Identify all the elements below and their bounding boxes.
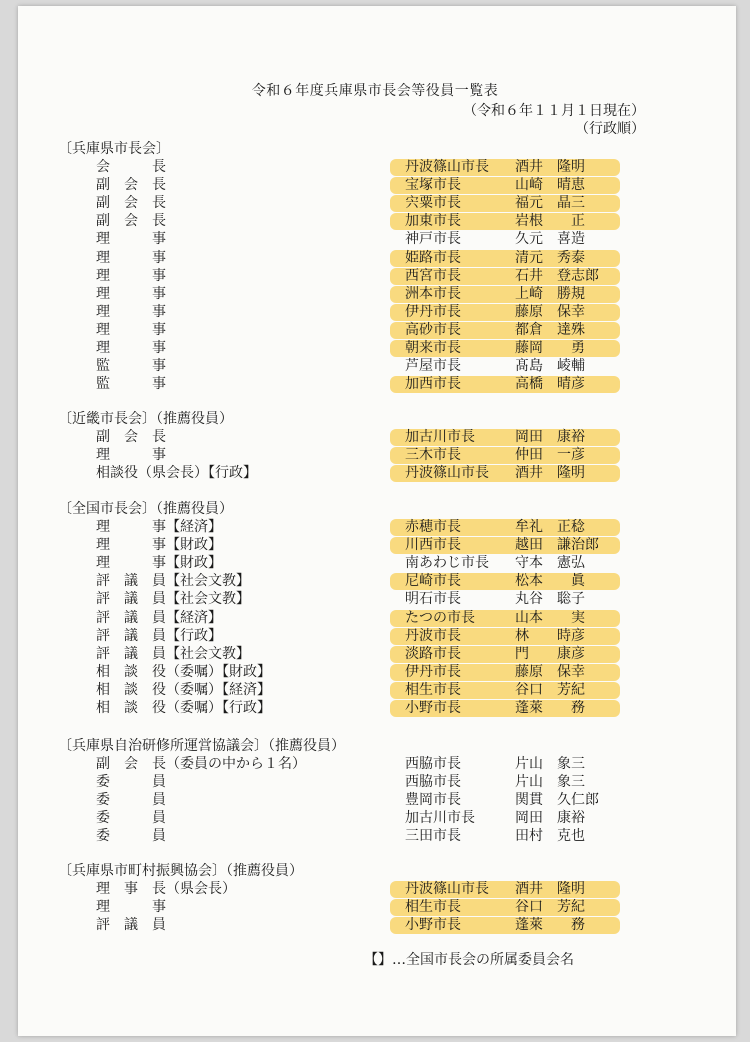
- officer-row: [0, 681, 750, 699]
- mayor-city: 赤穂市長: [405, 519, 461, 535]
- person-name: 仲田 一彦: [515, 447, 585, 464]
- person-name: 酒井 隆明: [515, 465, 585, 482]
- officer-row: [0, 446, 750, 464]
- mayor-city: 芦屋市長: [405, 358, 461, 375]
- role-label: 理 事 長（県会長）: [96, 881, 236, 897]
- person-name: 福元 晶三: [515, 195, 585, 212]
- mayor-city: 朝来市長: [405, 340, 461, 356]
- mayor-city: 丹波篠山市長: [405, 159, 489, 175]
- person-name: 関貫 久仁郎: [515, 792, 599, 809]
- mayor-city: 川西市長: [405, 537, 461, 554]
- officer-row: [0, 464, 750, 482]
- person-name: 酒井 隆明: [515, 159, 585, 175]
- officer-row: [0, 809, 750, 827]
- mayor-city: 伊丹市長: [405, 303, 461, 320]
- role-label: 理 事: [96, 303, 166, 320]
- mayor-city: 西脇市長: [405, 774, 461, 791]
- mayor-city: 伊丹市長: [405, 663, 461, 680]
- mayor-city: 神戸市長: [405, 231, 461, 248]
- role-label: 委 員: [96, 810, 166, 827]
- mayor-city: たつの市長: [405, 609, 475, 626]
- officer-row: [0, 645, 750, 663]
- officer-row: [0, 339, 750, 357]
- person-name: 谷口 芳紀: [515, 681, 585, 698]
- role-label: 評 議 員【社会文教】: [96, 645, 250, 662]
- person-name: 髙島 崚輔: [515, 358, 585, 375]
- role-label: 理 事【経済】: [96, 519, 222, 535]
- role-label: 評 議 員【社会文教】: [96, 591, 250, 608]
- officer-row: [0, 572, 750, 590]
- person-name: 片山 象三: [515, 774, 585, 791]
- role-label: 委 員: [96, 828, 166, 845]
- mayor-city: 洲本市長: [405, 285, 461, 302]
- mayor-city: 西宮市長: [405, 267, 461, 284]
- person-name: 守本 憲弘: [515, 555, 585, 572]
- section-heading: 〔兵庫県自治研修所運営協議会〕（推薦役員）: [58, 738, 345, 754]
- role-label: 理 事: [96, 285, 166, 302]
- mayor-city: 相生市長: [405, 681, 461, 698]
- officer-row: [0, 827, 750, 845]
- person-name: 越田 謙治郎: [515, 537, 599, 554]
- mayor-city: 尼崎市長: [405, 573, 461, 590]
- role-label: 委 員: [96, 774, 166, 791]
- officer-row: [0, 773, 750, 791]
- person-name: 都倉 達殊: [515, 321, 585, 338]
- person-name: 丸谷 聡子: [515, 591, 585, 608]
- role-label: 会 長: [96, 159, 166, 175]
- person-name: 田村 克也: [515, 828, 585, 845]
- person-name: 酒井 隆明: [515, 881, 585, 897]
- role-label: 相 談 役（委嘱）【経済】: [96, 681, 271, 698]
- mayor-city: 淡路市長: [405, 645, 461, 662]
- mayor-city: 小野市長: [405, 917, 461, 934]
- mayor-city: 宍粟市長: [405, 195, 461, 212]
- role-label: 理 事【財政】: [96, 537, 222, 554]
- officer-row: [0, 428, 750, 446]
- officer-row: [0, 699, 750, 717]
- person-name: 藤岡 勇: [515, 340, 585, 356]
- officer-row: [0, 303, 750, 321]
- section-heading: 〔兵庫県市長会〕: [58, 141, 170, 157]
- person-name: 久元 喜造: [515, 231, 585, 248]
- mayor-city: 相生市長: [405, 899, 461, 916]
- officer-row: [0, 194, 750, 212]
- role-label: 理 事: [96, 267, 166, 284]
- role-label: 評 議 員【社会文教】: [96, 573, 250, 590]
- person-name: 清元 秀泰: [515, 249, 585, 266]
- person-name: 牟礼 正稔: [515, 519, 585, 535]
- role-label: 副 会 長: [96, 213, 166, 230]
- role-label: 評 議 員【経済】: [96, 609, 222, 626]
- officer-row: [0, 663, 750, 681]
- person-name: 谷口 芳紀: [515, 899, 585, 916]
- order-note: （行政順）: [575, 121, 645, 137]
- role-label: 理 事: [96, 447, 166, 464]
- role-label: 相談役（県会長）【行政】: [96, 465, 257, 482]
- mayor-city: 加東市長: [405, 213, 461, 230]
- footnote: 【】…全国市長会の所属委員会名: [364, 952, 574, 968]
- role-label: 理 事: [96, 321, 166, 338]
- role-label: 委 員: [96, 792, 166, 809]
- role-label: 理 事: [96, 231, 166, 248]
- officer-row: [0, 791, 750, 809]
- role-label: 理 事: [96, 340, 166, 356]
- mayor-city: 三田市長: [405, 828, 461, 845]
- officer-row: [0, 755, 750, 773]
- officer-row: [0, 916, 750, 934]
- mayor-city: 三木市長: [405, 447, 461, 464]
- role-label: 評 議 員【行政】: [96, 627, 222, 644]
- document-title: 令和６年度兵庫県市長会等役員一覧表: [251, 83, 499, 99]
- role-label: 理 事【財政】: [96, 555, 222, 572]
- officer-row: [0, 609, 750, 627]
- person-name: 石井 登志郎: [515, 267, 599, 284]
- person-name: 岡田 康裕: [515, 810, 585, 827]
- officer-row: [0, 518, 750, 536]
- officer-row: [0, 176, 750, 194]
- role-label: 評 議 員: [96, 917, 166, 934]
- person-name: 藤原 保幸: [515, 663, 585, 680]
- role-label: 監 事: [96, 358, 166, 375]
- mayor-city: 南あわじ市長: [405, 555, 489, 572]
- person-name: 藤原 保幸: [515, 303, 585, 320]
- mayor-city: 加古川市長: [405, 429, 475, 445]
- person-name: 山崎 晴恵: [515, 177, 585, 194]
- mayor-city: 加西市長: [405, 376, 461, 393]
- role-label: 理 事: [96, 899, 166, 916]
- section-heading: 〔近畿市長会〕（推薦役員）: [58, 411, 233, 427]
- person-name: 上崎 勝規: [515, 285, 585, 302]
- person-name: 蓬萊 務: [515, 917, 585, 934]
- mayor-city: 宝塚市長: [405, 177, 461, 194]
- person-name: 門 康彦: [515, 645, 585, 662]
- officer-row: [0, 230, 750, 248]
- role-label: 副 会 長: [96, 429, 166, 445]
- as-of-date: （令和６年１１月１日現在）: [463, 103, 645, 119]
- role-label: 監 事: [96, 376, 166, 393]
- officer-row: [0, 158, 750, 176]
- officer-row: [0, 267, 750, 285]
- role-label: 理 事: [96, 249, 166, 266]
- mayor-city: 西脇市長: [405, 756, 461, 772]
- section-heading: 〔全国市長会〕（推薦役員）: [58, 501, 233, 517]
- mayor-city: 明石市長: [405, 591, 461, 608]
- officer-row: [0, 554, 750, 572]
- mayor-city: 丹波篠山市長: [405, 465, 489, 482]
- officer-row: [0, 375, 750, 393]
- person-name: 山本 実: [515, 609, 585, 626]
- officer-row: [0, 590, 750, 608]
- mayor-city: 姫路市長: [405, 249, 461, 266]
- person-name: 蓬萊 務: [515, 700, 585, 716]
- mayor-city: 豊岡市長: [405, 792, 461, 809]
- role-label: 副 会 長: [96, 195, 166, 212]
- mayor-city: 丹波篠山市長: [405, 881, 489, 897]
- role-label: 相 談 役（委嘱）【行政】: [96, 700, 271, 716]
- mayor-city: 高砂市長: [405, 321, 461, 338]
- section-heading: 〔兵庫県市町村振興協会〕（推薦役員）: [58, 863, 303, 879]
- officer-row: [0, 357, 750, 375]
- role-label: 相 談 役（委嘱）【財政】: [96, 663, 271, 680]
- officer-row: [0, 627, 750, 645]
- officer-row: [0, 212, 750, 230]
- person-name: 岩根 正: [515, 213, 585, 230]
- officer-row: [0, 536, 750, 554]
- role-label: 副 会 長: [96, 177, 166, 194]
- person-name: 松本 眞: [515, 573, 585, 590]
- officer-row: [0, 321, 750, 339]
- officer-row: [0, 285, 750, 303]
- officer-row: [0, 880, 750, 898]
- officer-row: [0, 898, 750, 916]
- role-label: 副 会 長（委員の中から１名）: [96, 756, 306, 772]
- person-name: 岡田 康裕: [515, 429, 585, 445]
- mayor-city: 丹波市長: [405, 627, 461, 644]
- mayor-city: 小野市長: [405, 700, 461, 716]
- person-name: 林 時彦: [515, 627, 585, 644]
- person-name: 片山 象三: [515, 756, 585, 772]
- officer-row: [0, 249, 750, 267]
- person-name: 高橋 晴彦: [515, 376, 585, 393]
- mayor-city: 加古川市長: [405, 810, 475, 827]
